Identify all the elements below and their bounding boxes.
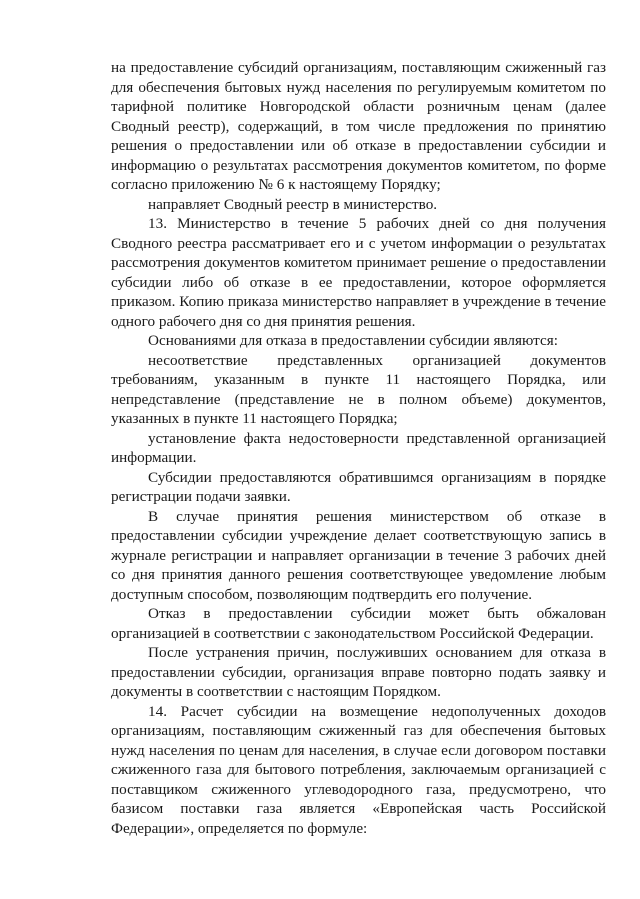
paragraph-7: Субсидии предоставляются обратившимся организациям в порядке регистрации подачи заявки. — [111, 468, 606, 505]
paragraph-9: Отказ в предоставлении субсидии может быть обжалован организацией в соответствии с законодательством Российской Федерации. — [111, 605, 606, 642]
paragraph-1: на предоставление субсидий организациям, поставляющим сжиженный газ для обеспечения бытовых нужд населения по регулируемым комитетом по тарифной политике Новгородской области розничным ценам (далее Сводный реестр), содержащий, в том числе предложения по принятию решения о предоставлении или об отказе в предоставлении субсидии и информацию о результатах рассмотрения документов комитетом, по форме согласно приложению № 6 к настоящему Порядку; — [111, 59, 606, 193]
paragraph-8: В случае принятия решения министерством об отказе в предоставлении субсидии учреждение делает соответствующую запись в журнале регистрации и направляет организации в течение 3 рабочих дней со дня принятия данного решения соответствующее уведомление любым доступным способом, позволяющим подтвердить его получение. — [111, 507, 606, 603]
paragraph-6: установление факта недостоверности представленной организацией информации. — [111, 429, 606, 466]
paragraph-3: 13. Министерство в течение 5 рабочих дней со дня получения Сводного реестра рассматривает его и с учетом информации о результатах рассмотрения документов комитетом принимает решение о предоставлении субсидии либо об отказе в ее предоставлении, которое оформляется приказом. Копию приказа министерство направляет в учреждение в течение одного рабочего дня со дня принятия решения. — [111, 215, 606, 330]
paragraph-11: 14. Расчет субсидии на возмещение недополученных доходов организациям, поставляющим сжиженный газ для обеспечения бытовых нужд населения по ценам для населения, в случае если договором поставки сжиженного газа для бытового потребления, заключаемым организацией с поставщиком сжиженного углеводородного газа, предусмотрено, что базисом поставки газа является «Европейская часть Российской Федерации», определяется по формуле: — [111, 702, 606, 837]
paragraph-5: несоответствие представленных организацией документов требованиям, указанным в пункте 11 настоящего Порядка, или непредставление (представление не в полном объеме) документов, указанных в пункте 11 настоящего Порядка; — [111, 351, 606, 427]
paragraph-2: направляет Сводный реестр в министерство. — [148, 195, 438, 213]
document-page — [111, 58, 606, 838]
paragraph-10: После устранения причин, послуживших основанием для отказа в предоставлении субсидии, организация вправе повторно подать заявку и документы в соответствии с настоящим Порядком. — [111, 644, 606, 700]
paragraph-4: Основаниями для отказа в предоставлении субсидии являются: — [148, 332, 558, 349]
